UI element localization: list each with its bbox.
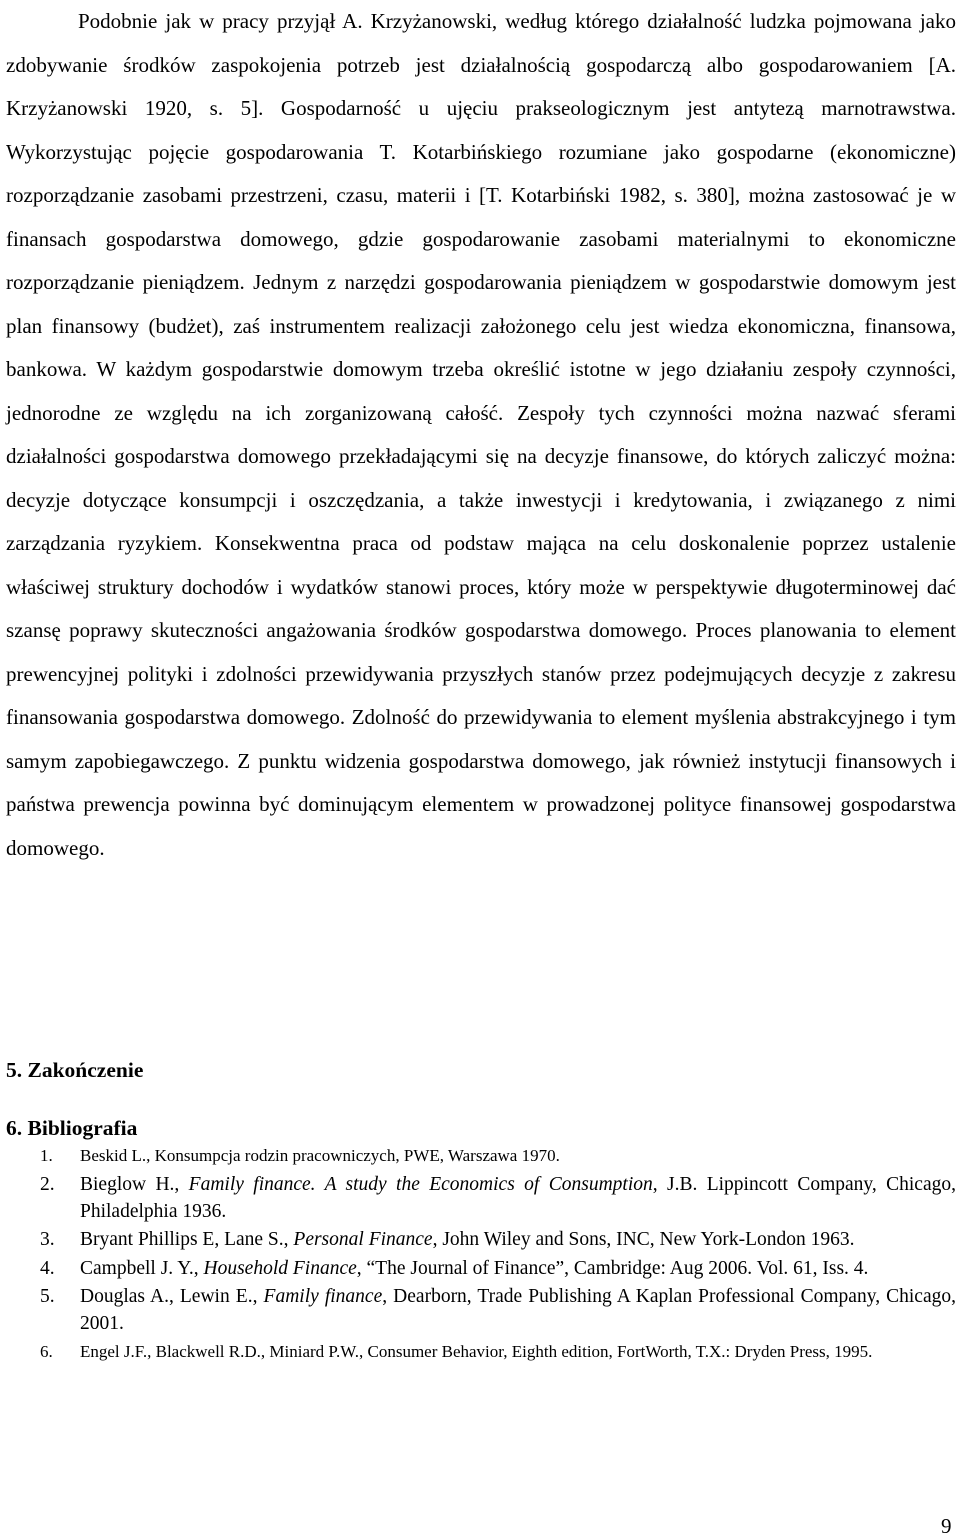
- section-heading-conclusion: 5. Zakończenie: [6, 1058, 144, 1082]
- page-number: 9: [941, 1514, 952, 1538]
- bibliography-entry: 1. Beskid L., Konsumpcja rodzin pracowniczych, PWE, Warszawa 1970.: [6, 1143, 956, 1169]
- bibliography-entry-author: Douglas A., Lewin E.: [80, 1286, 253, 1307]
- bibliography-entry-author: Bryant Phillips E, Lane S.: [80, 1229, 284, 1250]
- bibliography-entry-details: , Eighth edition, FortWorth, T.X.: Dryden Press, 1995.: [503, 1342, 873, 1361]
- bibliography-entry-number: 4.: [40, 1257, 55, 1279]
- bibliography-entry-title: Household Finance: [203, 1257, 357, 1279]
- bibliography-entry-details: , PWE, Warszawa 1970.: [395, 1146, 560, 1165]
- bibliography-entry-author: Engel J.F., Blackwell R.D., Miniard P.W.: [80, 1342, 359, 1361]
- bibliography-entry: 5. Douglas A., Lewin E., Family finance, Dearborn, Trade Publishing A Kaplan Professional Company, Chicago, 2001.: [40, 1286, 956, 1334]
- bibliography-entry-details: , J.B. Lippincott Company, Chicago, Philadelphia 1936.: [80, 1174, 956, 1222]
- bibliography-entry-details: , “The Journal of Finance”, Cambridge: Aug 2006. Vol. 61, Iss. 4.: [356, 1257, 869, 1279]
- bibliography-entry-details: , Dearborn, Trade Publishing A Kaplan Professional Company, Chicago, 2001.: [80, 1286, 956, 1334]
- bibliography-entry-number: 2.: [40, 1174, 55, 1195]
- bibliography-entry-title: Family finance. A study the Economics of Consumption: [188, 1174, 653, 1195]
- bibliography-entry-title: Konsumpcja rodzin pracowniczych: [154, 1146, 396, 1165]
- bibliography-entry-number: 6.: [40, 1342, 53, 1361]
- bibliography-entry-author: Bieglow H.: [80, 1174, 175, 1195]
- bibliography-entry: 6. Engel J.F., Blackwell R.D., Miniard P.W., Consumer Behavior, Eighth edition, FortWorth, T.X.: Dryden Press, 1995.: [6, 1339, 956, 1365]
- body-paragraph: Podobnie jak w pracy przyjął A. Krzyżanowski, według którego działalność ludzka pojmowana jako zdobywanie środków zaspokojenia potrzeb jest działalnością gospodarczą albo gospodarowaniem [A. Krzyżanowski 1920, s. 5]. Gospodarność u ujęciu prakseologicznym jest antytezą marnotrawstwa. Wykorzystując pojęcie gospodarowania T. Kotarbińskiego rozumiane jako gospodarne (ekonomiczne) rozporządzanie zasobami przestrzeni, czasu, materii i [T. Kotarbiński 1982, s. 380], można zastosować je w finansach gospodarstwa domowego, gdzie gospodarowanie zasobami materialnymi to ekonomiczne rozporządzanie pieniądzem. Jednym z narzędzi gospodarowania pieniądzem w gospodarstwie domowym jest plan finansowy (budżet), zaś instrumentem realizacji założonego celu jest wiedza ekonomiczna, finansowa, bankowa. W każdym gospodarstwie domowym trzeba określić istotne w jego działaniu zespoły czynności, jednorodne ze względu na ich zorganizowaną całość. Zespoły tych czynności można nazwać sferami działalności gospodarstwa domowego przekładającymi się na decyzje finansowe, do których zaliczyć można: decyzje dotyczące konsumpcji i oszczędzania, a także inwestycji i kredytowania, i związanego z nimi zarządzania ryzykiem. Konsekwentna praca od podstaw mająca na celu doskonalenie poprzez ustalenie właściwej struktury dochodów i wydatków stanowi proces, który może w perspektywie długoterminowej dać szansę poprawy skuteczności angażowania środków gospodarstwa domowego. Proces planowania to element prewencyjnej polityki i zdolności przewidywania przyszłych stanów przez podejmujących decyzje z zakresu finansowania gospodarstwa domowego. Zdolność do przewidywania to element myślenia abstrakcyjnego i tym samym zapobiegawczego. Z punktu widzenia gospodarstwa domowego, jak również instytucji finansowych i państwa prewencja powinna być dominującym elementem w prowadzonej polityce finansowej gospodarstwa domowego.: [6, 9, 956, 860]
- bibliography-entry-number: 5.: [40, 1286, 55, 1307]
- bibliography-entry-title: Consumer Behavior: [367, 1342, 504, 1361]
- section-heading-bibliography: 6. Bibliografia: [6, 1116, 138, 1140]
- bibliography-entry-author: Campbell J. Y.: [80, 1257, 194, 1279]
- bibliography-entry-author: Beskid L.: [80, 1146, 147, 1165]
- bibliography-entry: 2. Bieglow H., Family finance. A study the Economics of Consumption, J.B. Lippincott Company, Chicago, Philadelphia 1936.: [40, 1174, 956, 1222]
- bibliography-entry: 4. Campbell J. Y., Household Finance, “The Journal of Finance”, Cambridge: Aug 2006. Vol. 61, Iss. 4.: [6, 1256, 956, 1283]
- bibliography-entry-number: 3.: [40, 1229, 55, 1250]
- bibliography-entry-title: Personal Finance: [293, 1229, 433, 1250]
- bibliography-entry-number: 1.: [40, 1146, 53, 1165]
- bibliography-list: [6, 1143, 956, 1368]
- bibliography-entry: 3. Bryant Phillips E, Lane S., Personal Finance, John Wiley and Sons, INC, New York-London 1963.: [6, 1227, 956, 1254]
- bibliography-entry-title: Family finance: [263, 1286, 383, 1307]
- document-page: [6, 0, 956, 870]
- bibliography-entry-details: , John Wiley and Sons, INC, New York-London 1963.: [432, 1229, 855, 1250]
